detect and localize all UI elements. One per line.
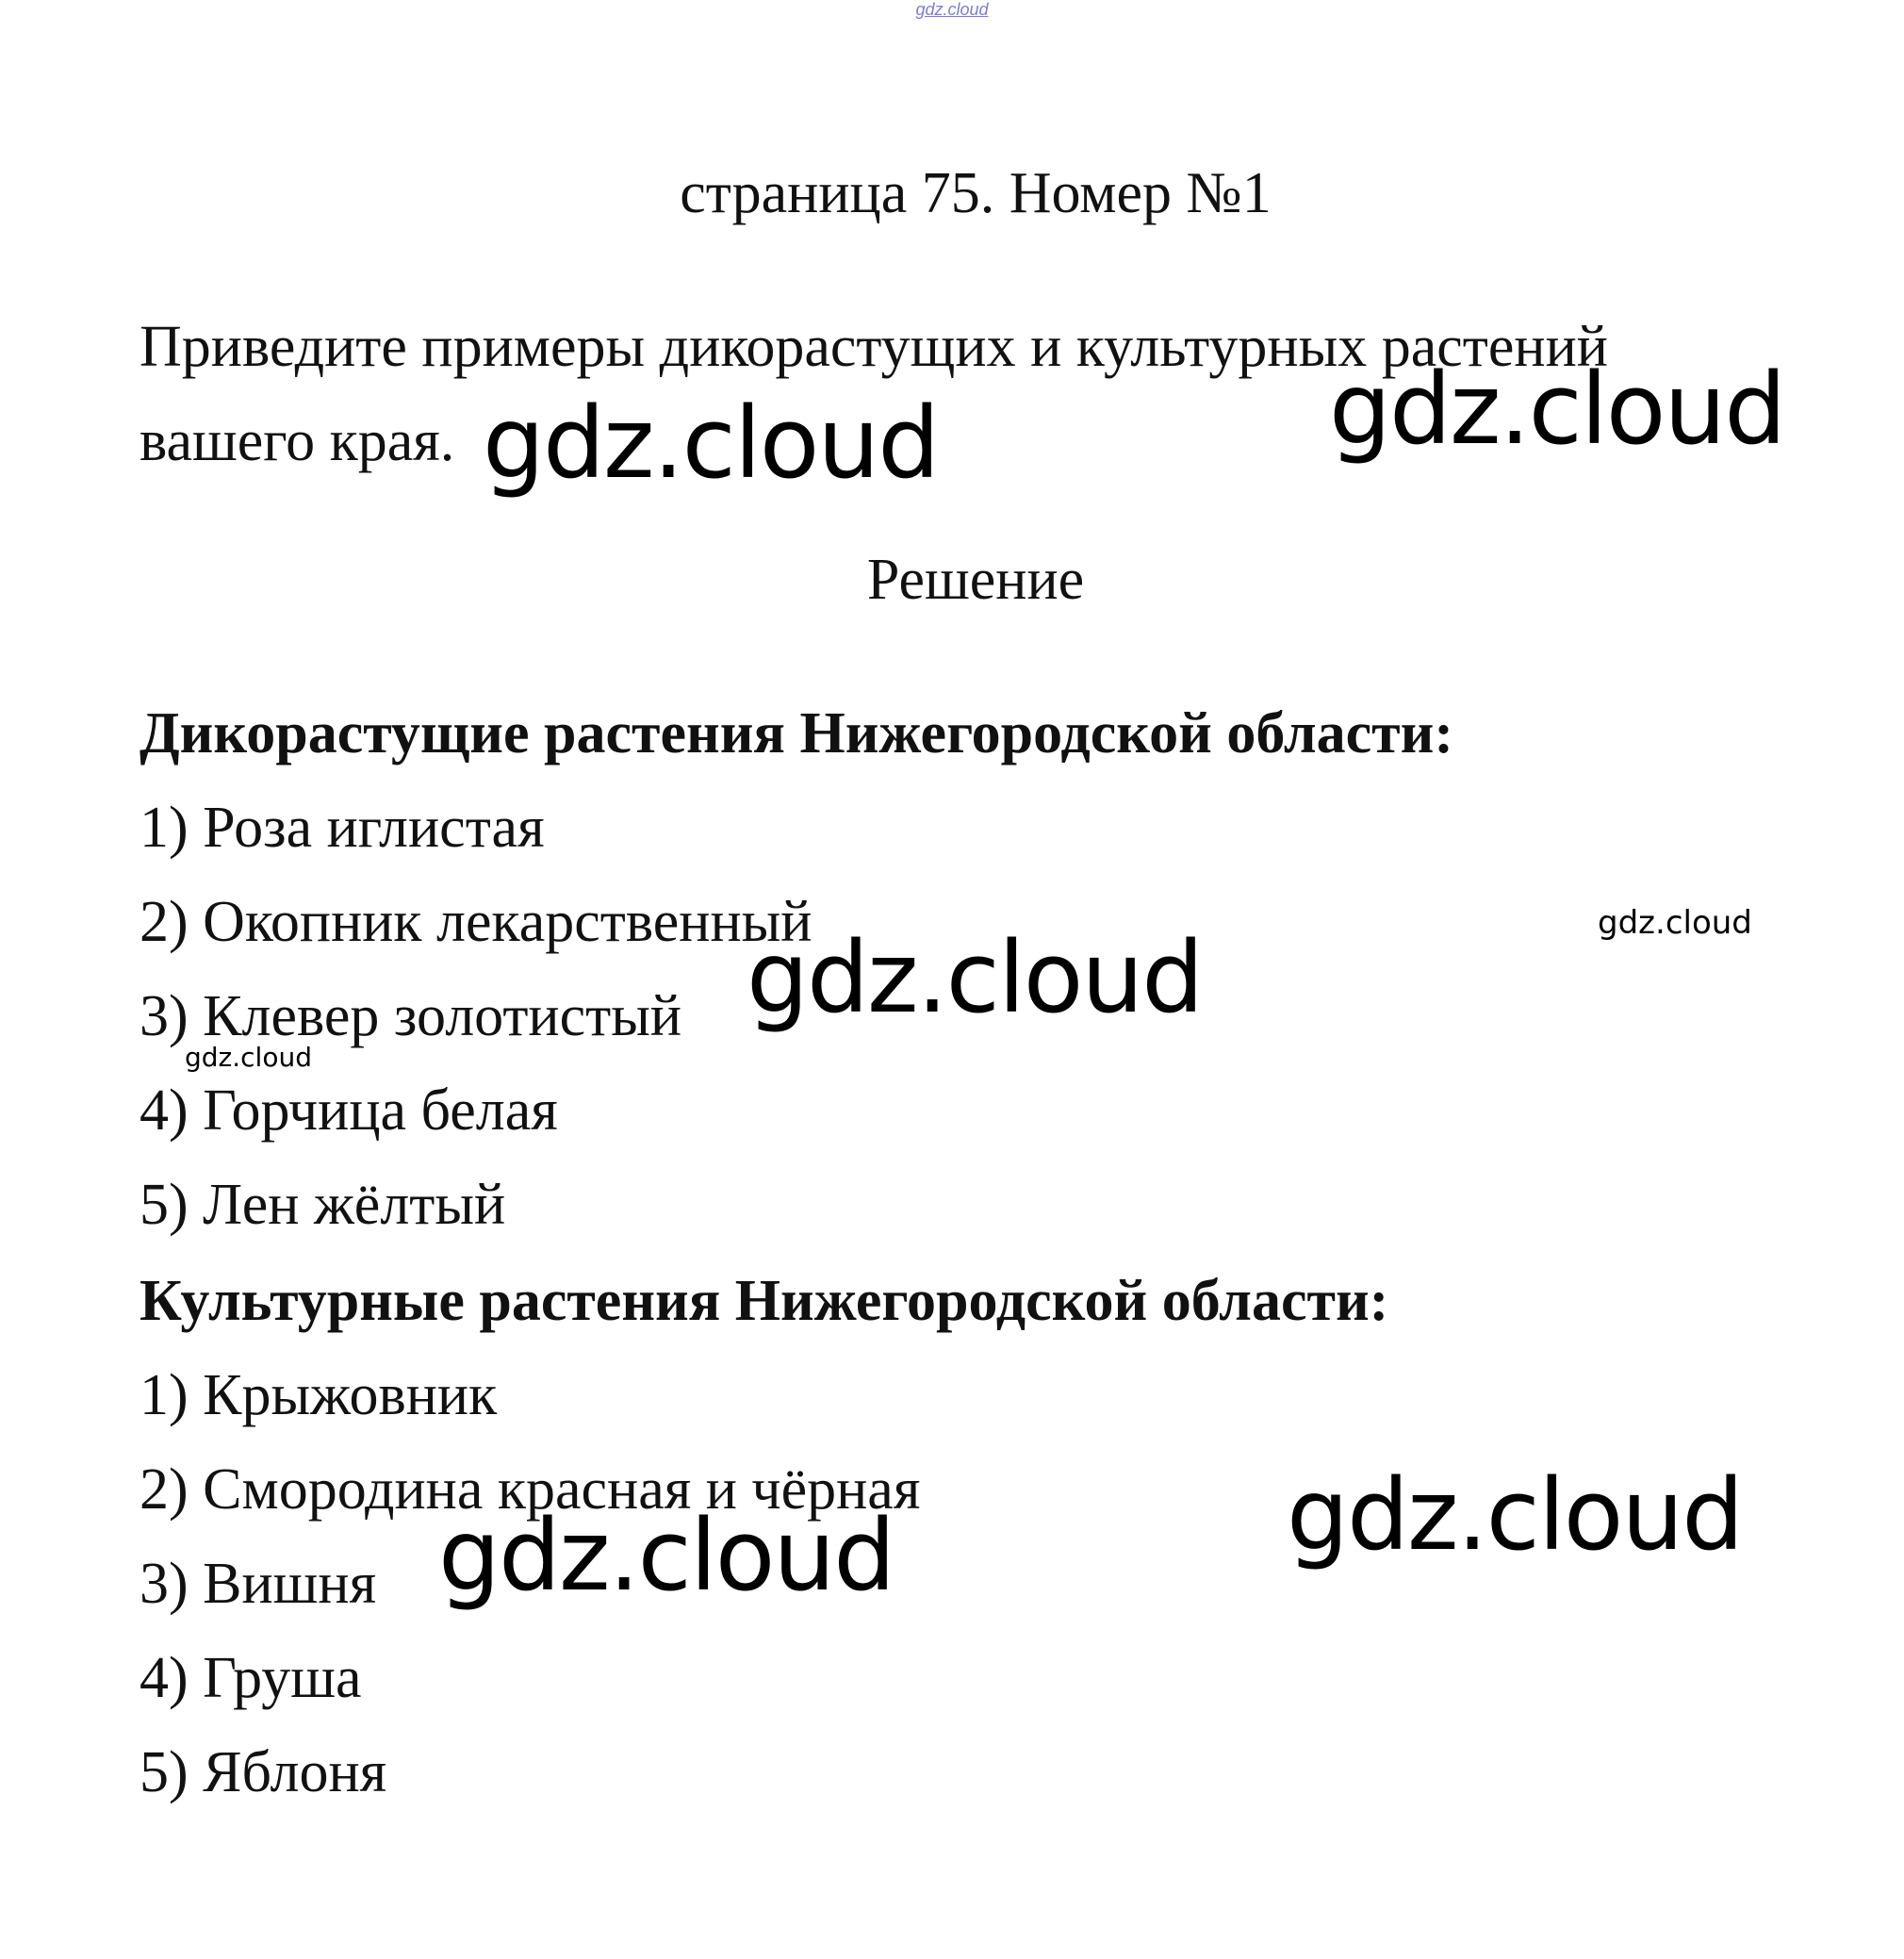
page-title: страница 75. Номер №1	[680, 161, 1272, 225]
cultivated-plant-item: 4) Груша	[140, 1646, 362, 1710]
wild-plants-heading: Дикорастущие растения Нижегородской области:	[140, 701, 1453, 765]
wild-plant-item: 5) Лен жёлтый	[140, 1173, 506, 1237]
watermark: gdz.cloud	[747, 920, 1203, 1035]
watermark: gdz.cloud	[1329, 352, 1785, 467]
watermark: gdz.cloud	[438, 1498, 895, 1613]
watermark: gdz.cloud	[1287, 1457, 1743, 1572]
cultivated-plant-item: 5) Яблоня	[140, 1740, 387, 1804]
wild-plant-item: 3) Клевер золотистый	[140, 984, 682, 1048]
watermark: gdz.cloud	[1598, 904, 1752, 942]
wild-plant-item: 1) Роза иглистая	[140, 796, 545, 860]
watermark: gdz.cloud	[483, 386, 939, 501]
cultivated-plant-item: 3) Вишня	[140, 1552, 377, 1616]
task-line-1: Приведите примеры дикорастущих и культурных растений	[140, 315, 1608, 379]
task-line-2: вашего края.	[140, 409, 455, 473]
wild-plant-item: 4) Горчица белая	[140, 1078, 558, 1143]
top-watermark-link[interactable]: gdz.cloud	[915, 0, 989, 19]
cultivated-plant-item: 1) Крыжовник	[140, 1363, 498, 1427]
solution-label: Решение	[866, 548, 1085, 612]
wild-plant-item: 2) Окопник лекарственный	[140, 890, 812, 954]
cultivated-plant-item: 2) Смородина красная и чёрная	[140, 1457, 921, 1522]
cultivated-plants-heading: Культурные растения Нижегородской области:	[140, 1269, 1389, 1333]
watermark: gdz.cloud	[185, 1042, 312, 1073]
